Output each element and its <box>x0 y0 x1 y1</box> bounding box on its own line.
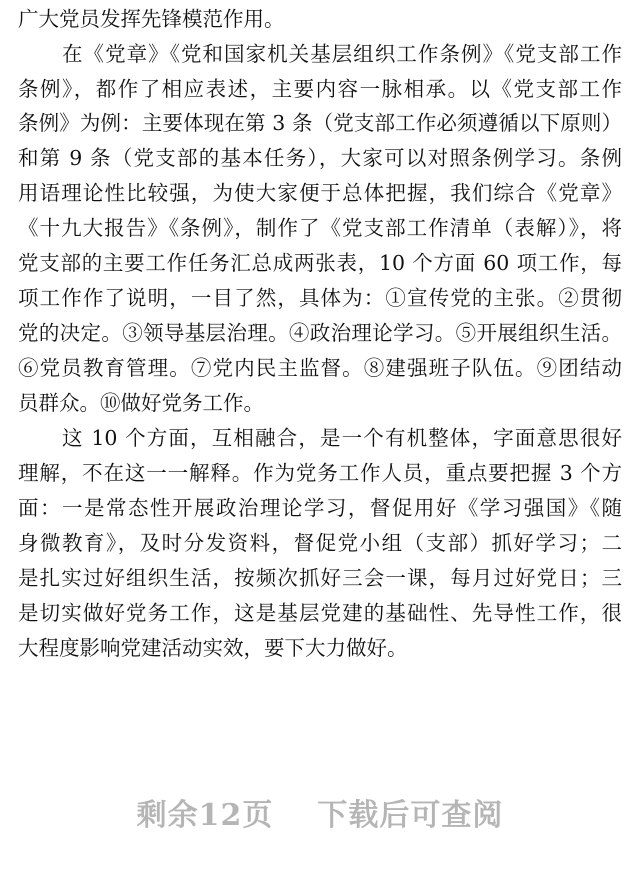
text-line-11: ⑥党员教育管理。⑦党内民主监督。⑧建强班子队伍。⑨团结动 <box>18 356 622 380</box>
text-line-3: 条例》，都作了相应表述，主要内容一脉相承。以《党支部工作 <box>18 77 622 101</box>
text-line-2: 在《党章》《党和国家机关基层组织工作条例》《党支部工作 <box>62 42 622 66</box>
text-line-9: 项工作作了说明，一目了然，具体为：①宣传党的主张。②贯彻 <box>18 286 622 310</box>
text-line-18: 是切实做好党务工作，这是基层党建的基础性、先导性工作，很 <box>18 601 622 625</box>
text-line-15: 面：一是常态性开展政治理论学习，督促用好《学习强国》《随 <box>18 496 622 520</box>
text-line-10: 党的决定。③领导基层治理。④政治理论学习。⑤开展组织生活。 <box>18 321 622 345</box>
text-line-6: 用语理论性比较强，为使大家便于总体把握，我们综合《党章》 <box>18 181 622 205</box>
text-line-16: 身微教育》，及时分发资料，督促党小组（支部）抓好学习；二 <box>18 531 622 555</box>
text-line-12: 员群众。⑩做好党务工作。 <box>18 391 264 415</box>
text-line-4: 条例》为例：主要体现在第 3 条（党支部工作必须遵循以下原则） <box>18 111 622 135</box>
download-prompt-label: 下载后可查阅 <box>317 798 504 833</box>
text-line-1: 广大党员发挥先锋模范作用。 <box>18 7 285 31</box>
text-line-7: 《十九大报告》《条例》，制作了《党支部工作清单（表解）》，将 <box>18 216 622 240</box>
text-line-17: 是扎实过好组织生活，按频次抓好三会一课，每月过好党日；三 <box>18 566 622 590</box>
download-notice[interactable] <box>0 790 640 838</box>
text-line-19: 大程度影响党建活动实效，要下大力做好。 <box>18 636 408 660</box>
remaining-pages-label: 剩余12页 <box>136 798 274 833</box>
text-line-13: 这 10 个方面，互相融合，是一个有机整体，字面意思很好 <box>62 426 622 450</box>
text-line-8: 党支部的主要工作任务汇总成两张表，10 个方面 60 项工作，每 <box>18 251 622 275</box>
text-line-14: 理解，不在这一一解释。作为党务工作人员，重点要把握 3 个方 <box>18 461 622 485</box>
text-line-5: 和第 9 条（党支部的基本任务），大家可以对照条例学习。条例 <box>18 146 622 170</box>
